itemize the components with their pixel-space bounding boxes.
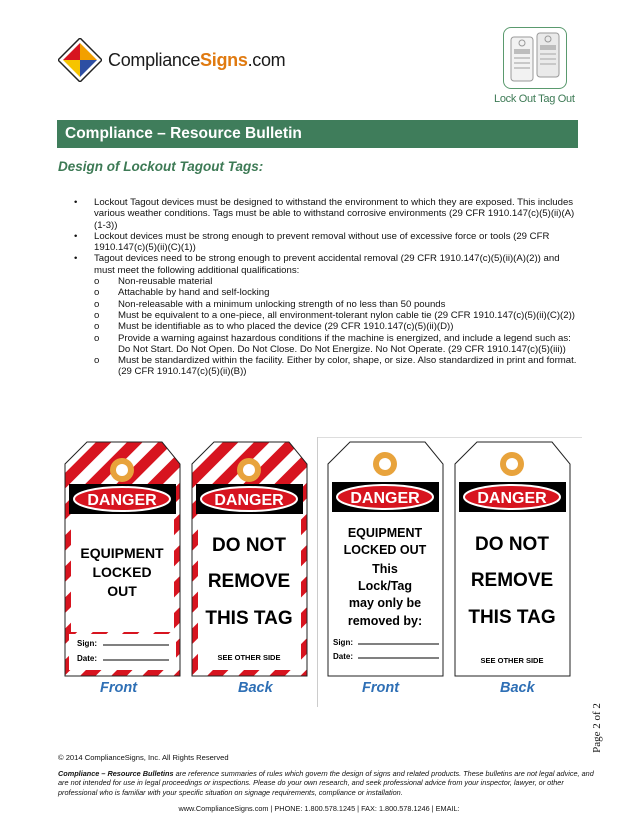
requirements-list (74, 197, 582, 378)
tag-2-see-other-side: SEE OTHER SIDE (217, 653, 281, 662)
circle-bullet-icon: o (94, 276, 100, 288)
loto-tags-icon (508, 31, 562, 85)
caption-back-1: Back (238, 680, 273, 696)
bullet-icon: • (74, 253, 78, 265)
tag-4-back (455, 442, 570, 676)
tag-1-line-1: EQUIPMENT (80, 545, 164, 561)
circle-bullet-icon: o (94, 298, 100, 310)
loto-caption: Lock Out Tag Out (494, 93, 575, 105)
bullet-icon: • (74, 197, 78, 208)
tag-2-line-1: DO NOT (212, 535, 286, 556)
tag-2-line-2: REMOVE (207, 571, 291, 592)
sub-list-item: o Attachable by hand and self-locking (94, 287, 270, 299)
footer-contact: www.ComplianceSigns.com | PHONE: 1.800.578.1245 | FAX: 1.800.578.1246 | EMAIL: (178, 804, 460, 813)
tag-3-sign-label: Sign: (333, 638, 353, 647)
tag-3-line-4: Lock/Tag (358, 579, 412, 593)
list-item: • Lockout Tagout devices must be designed to withstand the environment to which they are exposed. This includes various weather conditions. Tags must be able to withstand corrosive environments (29 CFR 1910.147(c)(5)(ii)(A)(1-3)) (74, 197, 575, 231)
sub-list (94, 276, 582, 378)
logo-wordmark: ComplianceSigns.com (108, 50, 286, 70)
tag-2-danger: DANGER (214, 492, 284, 509)
sub-list-item: o Non-reusable material (94, 276, 213, 288)
list-item: • Lockout devices must be strong enough to prevent removal without use of excessive force or tools (29 CFR 1910.147(c)(5)(ii)(C)(1)) (74, 230, 550, 254)
tag-1-front (65, 442, 180, 676)
sub-list-item: o Provide a warning against hazardous conditions if the machine is energized, and include a legend such as: Do Not Start. Do Not Open. Do Not Close. Do Not Energize. No Not Operate. (29 CFR 1910.147(c)(5)(iii)) (94, 332, 571, 355)
tag-4-line-3: THIS TAG (468, 607, 556, 628)
tag-1-date-label: Date: (77, 654, 98, 663)
caption-front-2: Front (362, 680, 400, 696)
tag-3-front (328, 442, 443, 676)
tag-1-line-3: OUT (107, 583, 137, 599)
tag-3-danger: DANGER (350, 490, 420, 507)
tag-3-line-3: This (372, 562, 398, 576)
tag-3-line-5: may only be (348, 596, 422, 610)
caption-front-1: Front (100, 680, 138, 696)
circle-bullet-icon: o (94, 321, 100, 333)
tag-3-date-label: Date: (333, 652, 354, 661)
tag-4-danger: DANGER (477, 490, 547, 507)
sub-list-item: o Non-releasable with a minimum unlocking strength of no less than 50 pounds (94, 298, 446, 310)
sub-list-item: o Must be equivalent to a one-piece, all environment-tolerant nylon cable tie (29 CFR 1910.147(c)(5)(ii)(C)(2)) (94, 309, 575, 321)
tag-1-line-2: LOCKED (92, 564, 152, 580)
list-item: • Tagout devices need to be strong enough to prevent accidental removal (29 CFR 1910.147(c)(5)(ii)(A)(2)) and must meet the following additional qualifications: (74, 253, 560, 276)
copyright: © 2014 ComplianceSigns, Inc. All Rights Reserved (58, 753, 229, 762)
caption-back-2: Back (500, 680, 535, 696)
loto-badge (503, 27, 567, 89)
page-number: Page 2 of 2 (590, 703, 603, 753)
disclaimer: Compliance – Resource Bulletins are reference summaries of rules which govern the design of signs and related products. These bulletins are not legal advice, and are not intended for use in legal proceedings or inspections. Please do your own research, and seek professional advice from your inspector, lawyer, or other professional who is familiar with your specific situation on signage requirements, compliance or installation. (58, 769, 594, 797)
section-title: Design of Lockout Tagout Tags: (58, 159, 264, 174)
logo-diamond-icon (58, 38, 102, 82)
tag-4-see-other-side: SEE OTHER SIDE (480, 656, 544, 665)
tag-2-line-3: THIS TAG (205, 608, 293, 629)
circle-bullet-icon: o (94, 332, 100, 344)
tag-4-line-2: REMOVE (470, 570, 554, 591)
tag-3-line-6: removed by: (347, 614, 423, 628)
circle-bullet-icon: o (94, 287, 100, 299)
tag-3-line-1: EQUIPMENT (347, 526, 423, 540)
tag-3-line-2: LOCKED OUT (343, 543, 427, 557)
circle-bullet-icon: o (94, 355, 100, 367)
title-banner (57, 120, 578, 148)
circle-bullet-icon: o (94, 309, 100, 321)
bullet-icon: • (74, 230, 78, 242)
tag-2-back (192, 442, 307, 676)
tag-4-line-1: DO NOT (475, 534, 549, 555)
sub-list-item: o Must be identifiable as to who placed the device (29 CFR 1910.147(c)(5)(ii)(D)) (94, 321, 454, 333)
tag-1-danger: DANGER (87, 492, 157, 509)
company-logo[interactable] (58, 38, 286, 82)
tag-1-sign-label: Sign: (77, 639, 97, 648)
banner-title: Compliance – Resource Bulletin (65, 125, 302, 142)
sub-list-item: o Must be standardized within the facility. Either by color, shape, or size. Also standardized in print and format. (29 CFR 1910.147(c)(5)(ii)(B)) (94, 355, 577, 378)
lockout-tags-illustration (63, 437, 583, 687)
